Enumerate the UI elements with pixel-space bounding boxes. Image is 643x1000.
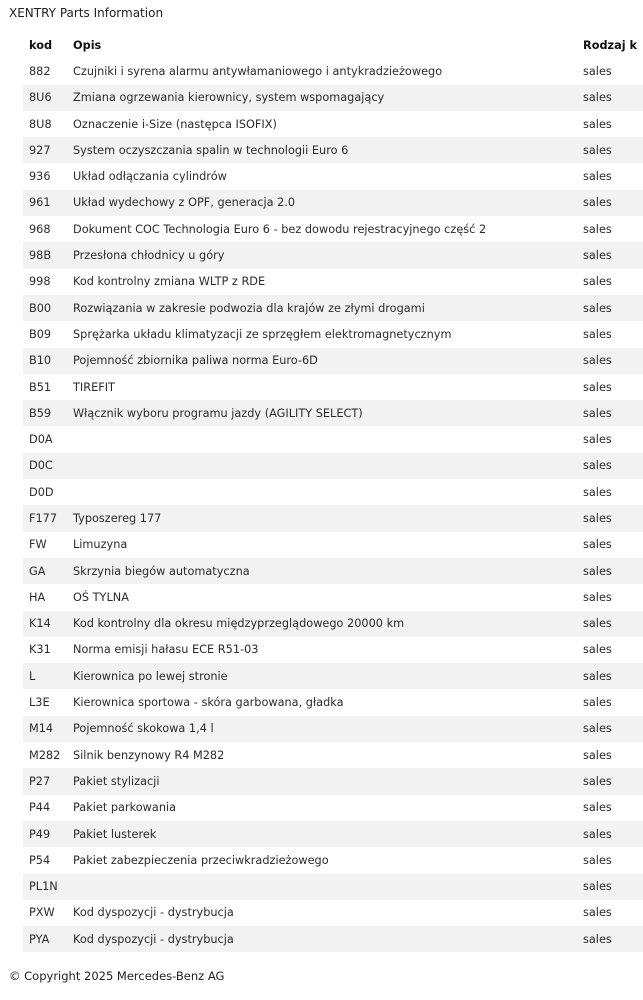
column-header-opis: Opis bbox=[73, 38, 102, 52]
cell-opis: Pojemność skokowa 1,4 l bbox=[73, 722, 214, 736]
cell-kod: 968 bbox=[29, 222, 51, 236]
cell-kod: L3E bbox=[29, 696, 50, 710]
table-row bbox=[23, 400, 643, 426]
cell-kod: B51 bbox=[29, 380, 52, 394]
table-row bbox=[23, 111, 643, 137]
table-row bbox=[23, 795, 643, 821]
table-row bbox=[23, 269, 643, 295]
table-row bbox=[23, 900, 643, 926]
table-row bbox=[23, 584, 643, 610]
cell-opis: Skrzynia biegów automatyczna bbox=[73, 564, 250, 578]
table-row bbox=[23, 479, 643, 505]
cell-rodzaj: sales bbox=[583, 643, 612, 657]
cell-kod: P49 bbox=[29, 827, 51, 841]
cell-kod: 998 bbox=[29, 275, 51, 289]
table-row bbox=[23, 242, 643, 268]
table-row bbox=[23, 426, 643, 452]
cell-rodzaj: sales bbox=[583, 406, 612, 420]
cell-kod: 98B bbox=[29, 249, 52, 263]
table-row bbox=[23, 926, 643, 952]
table-row bbox=[23, 295, 643, 321]
cell-rodzaj: sales bbox=[583, 459, 612, 473]
cell-rodzaj: sales bbox=[583, 590, 612, 604]
cell-opis: Oznaczenie i-Size (następca ISOFIX) bbox=[73, 117, 277, 131]
cell-kod: P27 bbox=[29, 774, 51, 788]
cell-opis: Zmiana ogrzewania kierownicy, system wspomagający bbox=[73, 91, 385, 105]
cell-rodzaj: sales bbox=[583, 538, 612, 552]
cell-rodzaj: sales bbox=[583, 380, 612, 394]
cell-kod: GA bbox=[29, 564, 46, 578]
cell-kod: B09 bbox=[29, 327, 52, 341]
table-row bbox=[23, 742, 643, 768]
cell-opis bbox=[67, 426, 577, 452]
cell-opis: Pojemność zbiornika paliwa norma Euro-6D bbox=[73, 354, 318, 368]
cell-rodzaj: sales bbox=[583, 827, 612, 841]
page-title: XENTRY Parts Information bbox=[9, 6, 164, 20]
cell-opis: Włącznik wyboru programu jazdy (AGILITY SELECT) bbox=[73, 406, 363, 420]
table-row bbox=[23, 374, 643, 400]
table-body bbox=[23, 58, 643, 952]
cell-opis: OŚ TYLNA bbox=[73, 590, 129, 604]
cell-rodzaj: sales bbox=[583, 748, 612, 762]
table-row bbox=[23, 716, 643, 742]
table-row bbox=[23, 163, 643, 189]
cell-opis: Czujniki i syrena alarmu antywłamaniowego i antykradzieżowego bbox=[73, 64, 443, 78]
cell-kod: P44 bbox=[29, 801, 51, 815]
cell-opis: Pakiet stylizacji bbox=[73, 774, 160, 788]
cell-opis: Pakiet parkowania bbox=[73, 801, 177, 815]
cell-kod: M282 bbox=[29, 748, 61, 762]
cell-opis: Układ odłączania cylindrów bbox=[73, 170, 227, 184]
table-row bbox=[23, 532, 643, 558]
cell-rodzaj: sales bbox=[583, 801, 612, 815]
table-row bbox=[23, 58, 643, 84]
header-row bbox=[23, 32, 643, 58]
cell-rodzaj: sales bbox=[583, 774, 612, 788]
cell-opis: Dokument COC Technologia Euro 6 - bez dowodu rejestracyjnego część 2 bbox=[73, 222, 487, 236]
cell-rodzaj: sales bbox=[583, 275, 612, 289]
cell-kod: 961 bbox=[29, 196, 51, 210]
cell-opis: Rozwiązania w zakresie podwozia dla krajów ze złymi drogami bbox=[73, 301, 425, 315]
table-row bbox=[23, 190, 643, 216]
cell-kod: K31 bbox=[29, 643, 51, 657]
cell-opis: Pakiet lusterek bbox=[73, 827, 157, 841]
table-row bbox=[23, 611, 643, 637]
table-row bbox=[23, 874, 643, 900]
cell-opis: Pakiet zabezpieczenia przeciwkradzieżowego bbox=[73, 853, 329, 867]
table-row bbox=[23, 689, 643, 715]
cell-opis: Kierownica sportowa - skóra garbowana, gładka bbox=[73, 696, 344, 710]
cell-rodzaj: sales bbox=[583, 222, 612, 236]
cell-rodzaj: sales bbox=[583, 301, 612, 315]
cell-opis: Układ wydechowy z OPF, generacja 2.0 bbox=[73, 196, 296, 210]
table-row bbox=[23, 216, 643, 242]
cell-opis: Sprężarka układu klimatyzacji ze sprzęgłem elektromagnetycznym bbox=[73, 327, 452, 341]
cell-opis: Kierownica po lewej stronie bbox=[73, 669, 228, 683]
cell-kod: HA bbox=[29, 590, 46, 604]
table-row bbox=[23, 637, 643, 663]
cell-rodzaj: sales bbox=[583, 669, 612, 683]
cell-kod: 936 bbox=[29, 170, 51, 184]
cell-kod: 927 bbox=[29, 143, 51, 157]
cell-kod: PYA bbox=[29, 932, 50, 946]
cell-rodzaj: sales bbox=[583, 143, 612, 157]
cell-kod: 882 bbox=[29, 64, 51, 78]
cell-rodzaj: sales bbox=[583, 354, 612, 368]
cell-opis bbox=[67, 874, 577, 900]
cell-kod: M14 bbox=[29, 722, 54, 736]
cell-rodzaj: sales bbox=[583, 117, 612, 131]
cell-rodzaj: sales bbox=[583, 906, 612, 920]
cell-kod: B10 bbox=[29, 354, 52, 368]
cell-opis bbox=[67, 479, 577, 505]
table-row bbox=[23, 663, 643, 689]
cell-kod: 8U6 bbox=[29, 91, 52, 105]
cell-opis: Kod dyspozycji - dystrybucja bbox=[73, 932, 234, 946]
table-row bbox=[23, 137, 643, 163]
cell-rodzaj: sales bbox=[583, 511, 612, 525]
parts-table bbox=[23, 32, 643, 952]
table-row bbox=[23, 558, 643, 584]
cell-rodzaj: sales bbox=[583, 853, 612, 867]
column-header-rodzaj: Rodzaj k bbox=[583, 38, 638, 52]
cell-rodzaj: sales bbox=[583, 722, 612, 736]
cell-kod: B59 bbox=[29, 406, 52, 420]
table-row bbox=[23, 453, 643, 479]
cell-kod: D0A bbox=[29, 433, 53, 447]
cell-kod: FW bbox=[29, 538, 47, 552]
parts-table-container bbox=[23, 32, 638, 952]
cell-rodzaj: sales bbox=[583, 932, 612, 946]
cell-opis: Silnik benzynowy R4 M282 bbox=[73, 748, 225, 762]
table-row bbox=[23, 847, 643, 873]
table-header bbox=[23, 32, 643, 58]
cell-kod: K14 bbox=[29, 617, 51, 631]
cell-opis: Limuzyna bbox=[73, 538, 128, 552]
table-row bbox=[23, 85, 643, 111]
table-row bbox=[23, 321, 643, 347]
column-header-kod: kod bbox=[29, 38, 53, 52]
cell-opis: Typoszereg 177 bbox=[73, 511, 162, 525]
cell-rodzaj: sales bbox=[583, 617, 612, 631]
cell-rodzaj: sales bbox=[583, 91, 612, 105]
cell-opis: Norma emisji hałasu ECE R51-03 bbox=[73, 643, 259, 657]
cell-rodzaj: sales bbox=[583, 249, 612, 263]
cell-rodzaj: sales bbox=[583, 564, 612, 578]
cell-rodzaj: sales bbox=[583, 696, 612, 710]
cell-rodzaj: sales bbox=[583, 880, 612, 894]
cell-opis: Kod dyspozycji - dystrybucja bbox=[73, 906, 234, 920]
table-row bbox=[23, 348, 643, 374]
cell-kod: 8U8 bbox=[29, 117, 52, 131]
cell-kod: B00 bbox=[29, 301, 52, 315]
table-row bbox=[23, 768, 643, 794]
table-row bbox=[23, 821, 643, 847]
cell-opis: Kod kontrolny dla okresu międzyprzeglądowego 20000 km bbox=[73, 617, 405, 631]
cell-rodzaj: sales bbox=[583, 196, 612, 210]
cell-rodzaj: sales bbox=[583, 485, 612, 499]
table-row bbox=[23, 505, 643, 531]
cell-rodzaj: sales bbox=[583, 170, 612, 184]
cell-kod: F177 bbox=[29, 511, 58, 525]
cell-rodzaj: sales bbox=[583, 327, 612, 341]
cell-kod: D0D bbox=[29, 485, 54, 499]
cell-rodzaj: sales bbox=[583, 433, 612, 447]
cell-rodzaj: sales bbox=[583, 64, 612, 78]
cell-opis: Kod kontrolny zmiana WLTP z RDE bbox=[73, 275, 266, 289]
cell-opis: Przesłona chłodnicy u góry bbox=[73, 249, 225, 263]
cell-kod: PXW bbox=[29, 906, 55, 920]
cell-opis: System oczyszczania spalin w technologii Euro 6 bbox=[73, 143, 349, 157]
copyright-footer: © Copyright 2025 Mercedes-Benz AG bbox=[9, 969, 225, 983]
cell-opis: TIREFIT bbox=[73, 380, 115, 394]
cell-opis bbox=[67, 453, 577, 479]
cell-kod: PL1N bbox=[29, 880, 58, 894]
cell-kod: L bbox=[29, 669, 36, 683]
cell-kod: D0C bbox=[29, 459, 53, 473]
cell-kod: P54 bbox=[29, 853, 51, 867]
